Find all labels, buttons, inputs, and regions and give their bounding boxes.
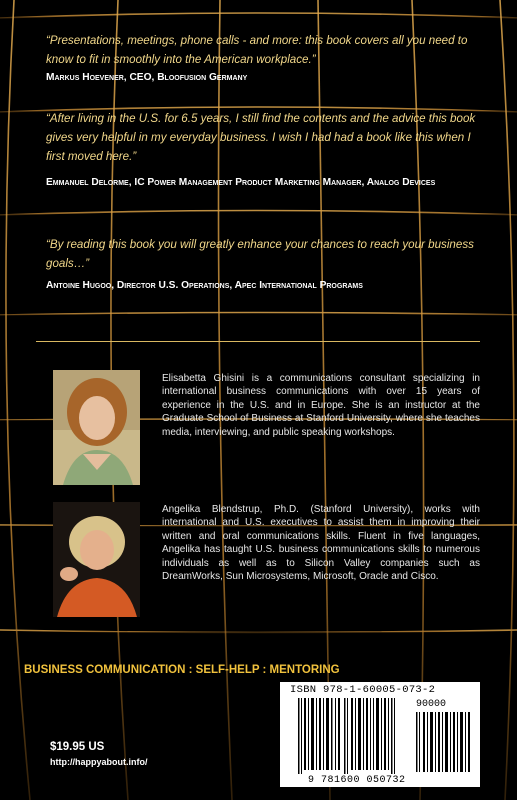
category-label: BUSINESS COMMUNICATION : SELF-HELP : MENTORING [24,664,340,676]
price-code: 90000 [416,699,447,710]
quote-1: “Presentations, meetings, phone calls - and more: this book covers all you need to know to fit in smoothly into the American workplace.” [46,34,468,66]
ean-bars [288,698,408,774]
website-link[interactable]: http://happyabout.info/ [50,757,148,767]
price: $19.95 US [50,741,105,753]
quote-2-author: Emmanuel Delorme, IC Power Management Product Marketing Manager, Analog Devices [46,177,436,188]
isbn-text: ISBN 978-1-60005-073-2 [290,684,436,696]
author-photo-1 [53,370,140,485]
quote-3: “By reading this book you will greatly enhance your chances to reach your business goals…” [46,238,474,270]
author-bio-2: Angelika Blendstrup, Ph.D. (Stanford University), works with international and U.S. executives to assist them in improving their written and oral communications skills. Fluent in five languages, Angelika has taught U.S. business communications skills to numerous individuals as well as to Silicon Valley companies such as DreamWorks, Sun Microsystems, Microsoft, Oracle and Cisco. [162,504,480,583]
isbn-barcode [280,682,480,787]
quote-1-author: Markus Hoevener, CEO, Bloofusion Germany [46,72,248,83]
price-bars [416,712,472,772]
quote-2: “After living in the U.S. for 6.5 years, I still find the contents and the advice this book gives very helpful in my everyday business. I wish I had had a book like this when I first moved here.” [46,112,476,163]
quote-3-author: Antoine Hugoo, Director U.S. Operations, Apec International Programs [46,280,363,291]
ean-number: 9 781600 050732 [308,775,406,786]
section-divider [36,341,480,342]
author-bio-1: Elisabetta Ghisini is a communications consultant specializing in international business communications with over 15 years of experience in the U.S. and in Europe. She is an instructor at the Graduate School of Business at Stanford University, where she teaches media, interviewing, and public speaking workshops. [162,373,480,438]
author-photo-2 [53,502,140,617]
